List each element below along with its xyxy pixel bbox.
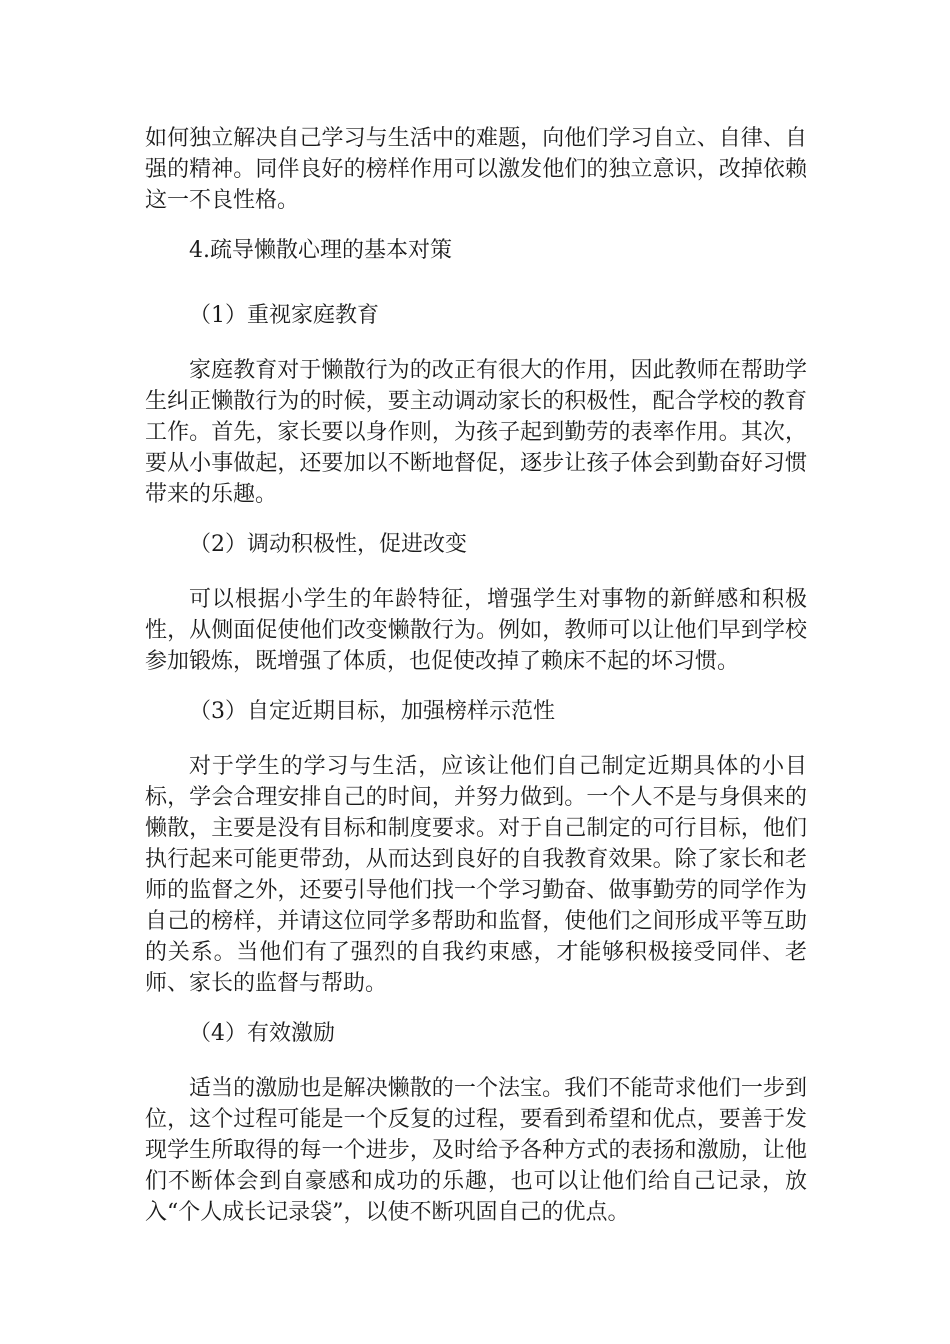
paragraph-goals: 对于学生的学习与生活，应该让他们自己制定近期具体的小目标，学会合理安排自己的时间，并努力做到。一个人不是与身俱来的懒散，主要是没有目标和制度要求。对于自己制定的可行目标，他们执行起来可能更带劲，从而达到良好的自我教育效果。除了家长和老师的监督之外，还要引导他们找一个学习勤奋、做事勤劳的同学作为自己的榜样，并请这位同学多帮助和监督，使他们之间形成平等互助的关系。当他们有了强烈的自我约束感，才能够积极接受同伴、老师、家长的监督与帮助。 xyxy=(145,754,807,996)
paragraph-continuation: 如何独立解决自己学习与生活中的难题，向他们学习自立、自律、自强的精神。同伴良好的榜样作用可以激发他们的独立意识，改掉依赖这一不良性格。 xyxy=(145,126,807,213)
subheading-2: （2）调动积极性，促进改变 xyxy=(189,532,467,557)
section-heading-4: 4.疏导懒散心理的基本对策 xyxy=(189,238,452,263)
subheading-3: （3）自定近期目标，加强榜样示范性 xyxy=(189,699,555,724)
subheading-1: （1）重视家庭教育 xyxy=(189,303,379,328)
paragraph-motivation: 可以根据小学生的年龄特征，增强学生对事物的新鲜感和积极性，从侧面促使他们改变懒散行为。例如，教师可以让他们早到学校参加锻炼，既增强了体质，也促使改掉了赖床不起的坏习惯。 xyxy=(145,587,807,674)
document-body xyxy=(145,123,807,1228)
paragraph-incentives: 适当的激励也是解决懒散的一个法宝。我们不能苛求他们一步到位，这个过程可能是一个反复的过程，要看到希望和优点，要善于发现学生所取得的每一个进步，及时给予各种方式的表扬和激励，让他们不断体会到自豪感和成功的乐趣，也可以让他们给自己记录，放入“个人成长记录袋”，以使不断巩固自己的优点。 xyxy=(145,1076,807,1225)
paragraph-family-education: 家庭教育对于懒散行为的改正有很大的作用，因此教师在帮助学生纠正懒散行为的时候，要主动调动家长的积极性，配合学校的教育工作。首先，家长要以身作则，为孩子起到勤劳的表率作用。其次，要从小事做起，还要加以不断地督促，逐步让孩子体会到勤奋好习惯带来的乐趣。 xyxy=(145,358,807,507)
subheading-4: （4）有效激励 xyxy=(189,1021,335,1046)
